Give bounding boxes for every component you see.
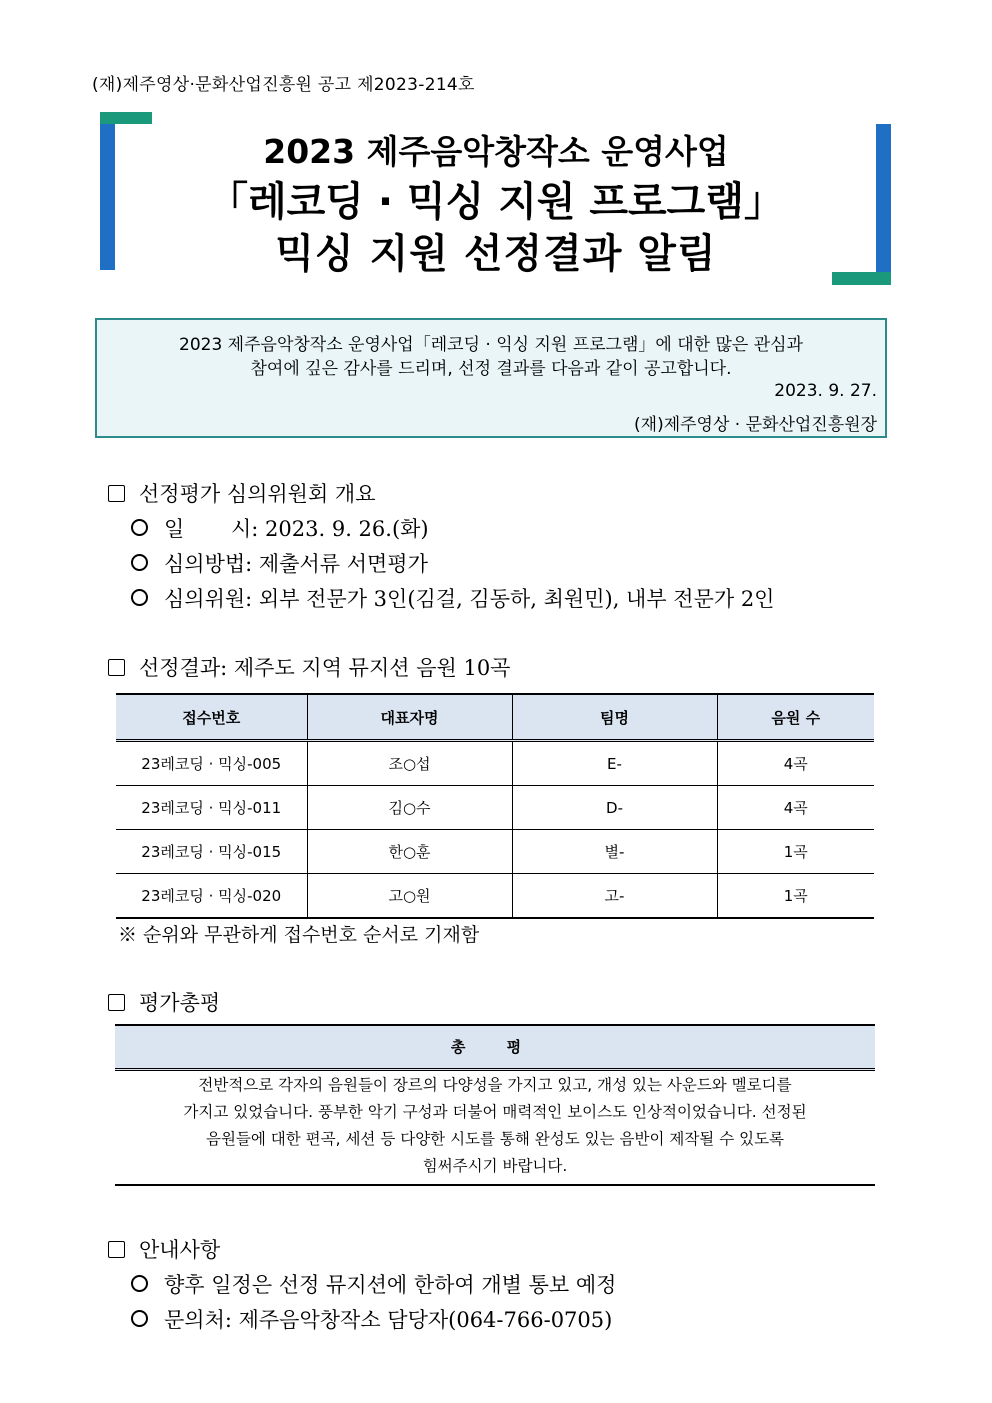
section-guide (108, 1234, 220, 1264)
column-header: 접수번호 (116, 694, 307, 741)
circle-bullet-icon (131, 1310, 148, 1327)
table-header-row (116, 694, 874, 741)
results-table (116, 693, 874, 919)
list-item (131, 548, 428, 578)
section-title: 평가총평 (139, 991, 221, 1015)
title-line-2: 「레코딩 · 믹싱 지원 프로그램」 (208, 179, 784, 225)
title-line-3: 믹싱 지원 선정결과 알림 (275, 231, 717, 277)
table-cell: E- (512, 741, 717, 786)
review-line: 음원들에 대한 편곡, 세션 등 다양한 시도를 통해 완성도 있는 음반이 제작될 수 있도록 (205, 1130, 785, 1148)
review-body (115, 1070, 875, 1186)
table-cell: 23레코딩 · 믹싱-020 (116, 874, 307, 919)
title-line-1: 2023 제주음악창작소 운영사업 (263, 132, 729, 171)
table-cell: D- (512, 786, 717, 830)
table-row (116, 786, 874, 830)
table-cell: 4곡 (717, 741, 874, 786)
intro-org: (재)제주영상 · 문화산업진흥원장 (634, 415, 877, 435)
list-item-text: 문의처: 제주음악창작소 담당자(064-766-0705) (164, 1308, 613, 1332)
section-results (108, 652, 510, 682)
circle-bullet-icon (131, 1275, 148, 1292)
list-item-text: 향후 일정은 선정 뮤지션에 한하여 개별 통보 예정 (164, 1273, 617, 1297)
table-cell: 23레코딩 · 믹싱-015 (116, 830, 307, 874)
list-item (131, 1304, 612, 1334)
circle-bullet-icon (131, 554, 148, 571)
list-item (131, 583, 774, 613)
section-title: 선정결과: 제주도 지역 뮤지션 음원 10곡 (139, 656, 511, 680)
section-committee (108, 478, 376, 508)
checkbox-square-icon (108, 659, 125, 676)
table-cell: 1곡 (717, 830, 874, 874)
section-title: 선정평가 심의위원회 개요 (139, 482, 376, 506)
review-line: 힘써주시기 바랍니다. (422, 1157, 568, 1175)
intro-date: 2023. 9. 27. (774, 381, 877, 401)
checkbox-square-icon (108, 485, 125, 502)
review-line: 전반적으로 각자의 음원들이 장르의 다양성을 가지고 있고, 개성 있는 사운드와 멜로디를 (198, 1076, 792, 1094)
list-item-text: 심의위원: 외부 전문가 3인(김걸, 김동하, 최원민), 내부 전문가 2인 (164, 587, 775, 611)
table-cell: 김○수 (307, 786, 512, 830)
review-header: 총 평 (115, 1024, 875, 1071)
circle-bullet-icon (131, 589, 148, 606)
table-cell: 23레코딩 · 믹싱-011 (116, 786, 307, 830)
column-header: 음원 수 (717, 694, 874, 741)
table-cell: 23레코딩 · 믹싱-005 (116, 741, 307, 786)
table-row (116, 741, 874, 786)
table-cell: 별- (512, 830, 717, 874)
checkbox-square-icon (108, 1241, 125, 1258)
table-note: ※ 순위와 무관하게 접수번호 순서로 기재함 (118, 924, 480, 946)
column-header: 대표자명 (307, 694, 512, 741)
table-cell: 1곡 (717, 874, 874, 919)
list-item-text: 일 시: 2023. 9. 26.(화) (164, 517, 429, 541)
intro-box (95, 318, 887, 438)
column-header: 팀명 (512, 694, 717, 741)
table-cell: 고- (512, 874, 717, 919)
table-cell: 조○섭 (307, 741, 512, 786)
circle-bullet-icon (131, 519, 148, 536)
table-row (116, 830, 874, 874)
notice-number: (재)제주영상·문화산업진흥원 공고 제2023-214호 (92, 75, 475, 95)
review-line: 가지고 있었습니다. 풍부한 악기 구성과 더불어 매력적인 보이스도 인상적이었습니다. 선정된 (183, 1103, 807, 1121)
section-title: 안내사항 (139, 1238, 221, 1262)
table-cell: 한○훈 (307, 830, 512, 874)
table-row (116, 874, 874, 919)
list-item (131, 1269, 616, 1299)
section-review (108, 987, 220, 1017)
table-cell: 4곡 (717, 786, 874, 830)
list-item-text: 심의방법: 제출서류 서면평가 (164, 552, 428, 576)
intro-line-2: 참여에 깊은 감사를 드리며, 선정 결과를 다음과 같이 공고합니다. (250, 359, 732, 379)
list-item (131, 513, 429, 543)
title-block (100, 110, 892, 290)
checkbox-square-icon (108, 994, 125, 1011)
intro-line-1: 2023 제주음악창작소 운영사업「레코딩 · 익싱 지원 프로그램」에 대한 많은 관심과 (179, 335, 803, 355)
table-cell: 고○원 (307, 874, 512, 919)
